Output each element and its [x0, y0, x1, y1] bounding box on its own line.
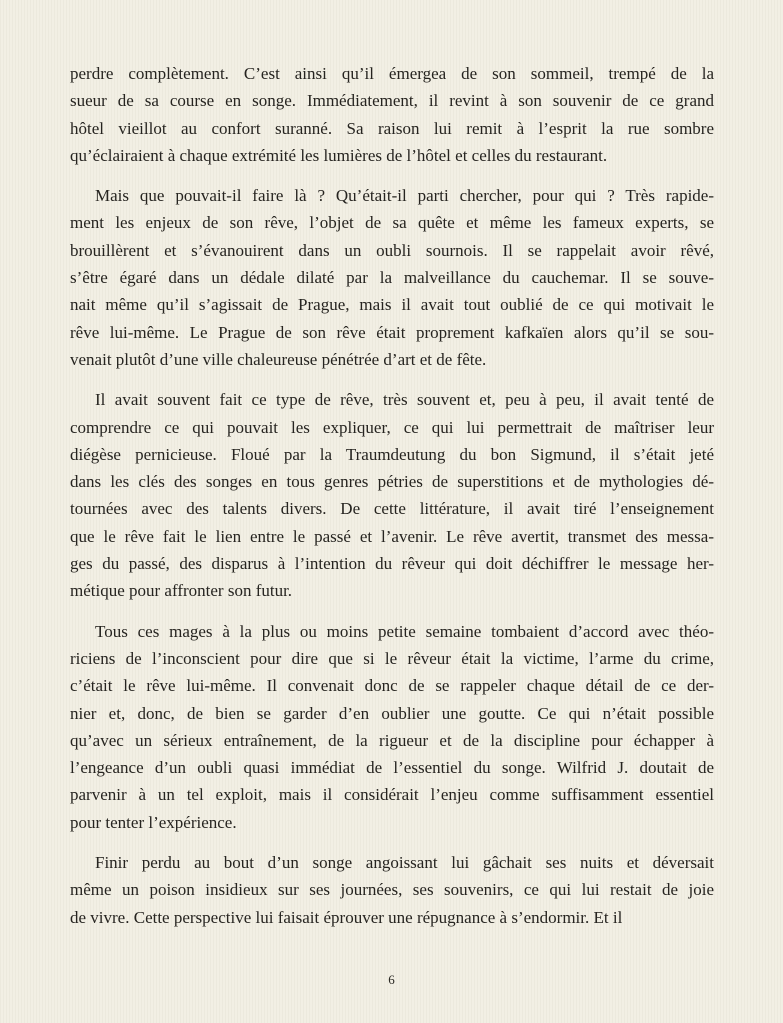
text-line: Il avait souvent fait ce type de rêve, très souvent et, peu à peu, il avait tenté de — [95, 390, 714, 410]
text-line: brouillèrent et s’évanouirent dans un oubli sournois. Il se rappelait avoir rêvé, — [70, 240, 714, 260]
text-line: c’était le rêve lui-même. Il convenait donc de se rappeler chaque détail de ce der- — [70, 676, 714, 696]
text-line: s’être égaré dans un dédale dilaté par la malveillance du cauchemar. Il se souve- — [70, 268, 714, 288]
text-line: de vivre. Cette perspective lui faisait éprouver une répugnance à s’endormir. Et il — [70, 907, 623, 927]
text-line: dans les clés des songes en tous genres pétries de superstitions et de mythologies dé- — [70, 472, 714, 492]
text-line: Mais que pouvait-il faire là ? Qu’était-il parti chercher, pour qui ? Très rapide- — [95, 186, 714, 206]
page-text — [70, 60, 714, 931]
paragraph — [70, 386, 714, 604]
text-line: nait même qu’il s’agissait de Prague, mais il avait tout oublié de ce qui motivait le — [70, 295, 714, 315]
text-line: riciens de l’inconscient pour dire que si le rêveur était la victime, l’arme du crime, — [70, 648, 714, 668]
text-line: diégèse pernicieuse. Floué par la Traumdeutung du bon Sigmund, il s’était jeté — [70, 444, 714, 464]
text-line: perdre complètement. C’est ainsi qu’il émergea de son sommeil, trempé de la — [70, 64, 714, 83]
paragraph — [70, 182, 714, 373]
text-line: même un poison insidieux sur ses journées, ses souvenirs, ce qui lui restait de joie — [70, 880, 714, 900]
text-line: Tous ces mages à la plus ou moins petite semaine tombaient d’accord avec théo- — [95, 621, 714, 641]
text-line: parvenir à un tel exploit, mais il considérait l’enjeu comme suffisamment essentiel — [70, 785, 714, 805]
text-line: venait plutôt d’une ville chaleureuse pénétrée d’art et de fête. — [70, 349, 487, 369]
text-line: pour tenter l’expérience. — [70, 812, 237, 832]
text-line: Finir perdu au bout d’un songe angoissant lui gâchait ses nuits et déversait — [95, 853, 714, 873]
text-line: nier et, donc, de bien se garder d’en oublier une goutte. Ce qui n’était possible — [70, 703, 714, 723]
text-line: ges du passé, des disparus à l’intention du rêveur qui doit déchiffrer le message her- — [70, 554, 714, 574]
text-line: rêve lui-même. Le Prague de son rêve était proprement kafkaïen alors qu’il se sou- — [70, 322, 714, 342]
text-line: comprendre ce qui pouvait les expliquer, ce qui lui permettrait de maîtriser leur — [70, 417, 714, 437]
text-line: qu’éclairaient à chaque extrémité les lumières de l’hôtel et celles du restaurant. — [70, 145, 608, 165]
text-line: que le rêve fait le lien entre le passé et l’avenir. Le rêve avertit, transmet des messa- — [70, 526, 714, 546]
text-line: hôtel vieillot au confort suranné. Sa raison lui remit à l’esprit la rue sombre — [70, 118, 714, 138]
text-line: ment les enjeux de son rêve, l’objet de sa quête et même les fameux experts, se — [70, 213, 714, 233]
text-line: l’engeance d’un oubli quasi immédiat de l’essentiel du songe. Wilfrid J. doutait de — [70, 758, 714, 778]
text-line: métique pour affronter son futur. — [70, 581, 293, 601]
paragraph — [70, 849, 714, 931]
paragraph — [70, 60, 714, 169]
text-line: qu’avec un sérieux entraînement, de la rigueur et de la discipline pour échapper à — [70, 730, 714, 750]
paragraph — [70, 618, 714, 836]
page-number: 6 — [388, 972, 395, 987]
page-footer — [0, 972, 783, 988]
text-line: sueur de sa course en songe. Immédiatement, il revint à son souvenir de ce grand — [70, 91, 714, 111]
text-line: tournées avec des talents divers. De cette littérature, il avait tiré l’enseignement — [70, 499, 714, 519]
